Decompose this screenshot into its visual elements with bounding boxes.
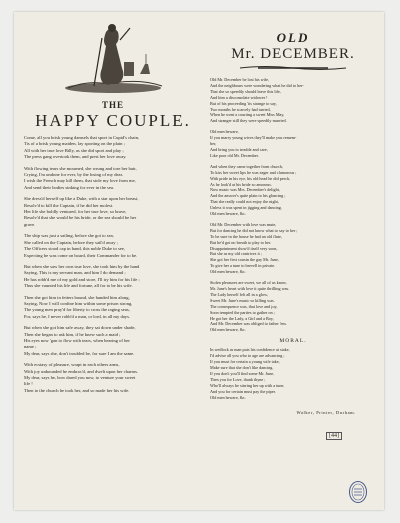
verse-line: His eyes now 'gan to flow with tears, when bearing of her — [24, 337, 130, 343]
moral-line: If you must for certain a young wife take, — [210, 359, 280, 365]
verse — [24, 196, 202, 228]
verse-line: And him a disconsolate widower ! — [210, 94, 268, 100]
moral-line: Who'll always be stirring her up with a tune, — [210, 382, 285, 388]
verse-line: For, says he, I never robb'd a man, or lord, in all my days. — [24, 313, 131, 319]
moral-verse — [210, 347, 376, 400]
verse — [210, 164, 376, 217]
verse-line: And Mr. December was obliged to father 'em. — [210, 321, 287, 327]
verse-line: Unless it was spent in jigging and dancing. — [210, 205, 282, 211]
moral-line: Make sure that she don't like dancing. — [210, 364, 274, 370]
verse-line: Then to the church he took her, and so made her his wife. — [24, 387, 130, 393]
verse-line: life ! — [24, 381, 33, 387]
verse-line: grave. — [24, 221, 36, 227]
moral-line: If you don't you'll find some Mr. June, — [210, 370, 275, 376]
verse-line: With pride in his eye, his old head he did perch, — [210, 175, 291, 181]
sheet-number: [44] — [326, 432, 342, 440]
song-title: HAPPY COUPLE. — [35, 111, 191, 130]
verse-line: All with her true love Billy, as she did sport and play ; — [24, 147, 124, 153]
verse-line: Two months he scarcely had tarried, — [210, 106, 271, 112]
verse-line: That she so speedily should leave this life, — [210, 88, 281, 94]
verse-line: Tis of a brisk young maiden, lay sporting on the plain ; — [24, 141, 125, 147]
verse-line: Now music was Mrs. December's delight, — [210, 187, 280, 193]
verse — [210, 129, 376, 159]
verse-line: Like poor old Mr. December. — [210, 152, 259, 158]
verse-line: The Officers stood cap in hand, this noble Duke to see, — [24, 246, 125, 252]
library-stamp-icon — [348, 480, 368, 504]
song-title: Mr. DECEMBER. — [231, 46, 355, 62]
broadside-sheet — [14, 12, 384, 510]
verse-line: Resolv'd that she would be his bride, or the sea should be her — [24, 215, 137, 221]
verse — [24, 362, 202, 394]
verse — [210, 222, 376, 275]
verse-line: Saying, This is my servant man, and him I do demand ; — [24, 270, 126, 276]
woodcut-figure-illustration — [58, 18, 168, 96]
moral-line: Old men beware, &c. — [210, 394, 246, 400]
verse — [24, 325, 202, 357]
verse-line: Her life she boldly ventured, for her true love, so brave, — [24, 209, 127, 215]
moral-heading: MORAL. — [279, 338, 307, 345]
verse-line: Disappointment show'd itself very soon, — [210, 245, 278, 251]
verse-line: If you marry young wives they'll make you remem- — [210, 135, 297, 141]
verse-line: And send their bodies sinking for ever in the sea. — [24, 184, 115, 190]
verse-line: Old men beware, &c. — [210, 269, 246, 275]
moral-line: In wedlock as man puts his confidence at stake, — [210, 347, 290, 353]
verse-line: She got her first cousin the gay Mr. June, — [210, 257, 279, 263]
verse-line: And stranger still they were speedily married. — [210, 118, 287, 124]
verse-line: Old men beware, &c. — [210, 327, 246, 333]
verse-line: Come, all you brisk young damsels that sport in Cupid's chain, — [24, 135, 140, 140]
verse — [24, 295, 202, 321]
moral-line: And you for certain must pay the piper. — [210, 388, 276, 394]
verse-line: But when she got him safe away, they sat down under shade, — [24, 325, 136, 331]
verse-line: The press gang overtook them, and prest her love away. — [24, 154, 127, 160]
verse-line: Thus she vaunted his life and fortune, all for to be his wife. — [24, 283, 133, 289]
verse — [24, 135, 202, 161]
verse-line: My dear, says she, don't troubled be, for sure I am the same. — [24, 350, 135, 356]
verse-line: With joy unbounded he embrac'd, and dwelt upon her charms. — [24, 368, 139, 374]
verse-line: Then she got him in fetters bound, she handed him along, — [24, 294, 130, 300]
verse-line: That she really could not enjoy the night, — [210, 199, 279, 205]
printer-imprint: Walker, Printer, Durham. — [296, 410, 356, 416]
verse-line: Then she began to ask him, if he knew such a maid ; — [24, 331, 121, 337]
right-column — [210, 30, 376, 415]
verse-line: But of his proceeding 'tis strange to say, — [210, 100, 277, 106]
verse-line: With ecstasy of pleasure, wrapt in each others arms, — [24, 362, 120, 368]
verse-line: Stolen pleasures are sweet, we all of us know, — [210, 280, 287, 286]
verse — [24, 233, 202, 259]
verse-line: And the neighbours were wondering what he did to her- — [210, 82, 304, 88]
verse-line: And bring you to trouble and care, — [210, 146, 268, 152]
verse-line: I wish the French may kill them, that stole my love from me, — [24, 178, 136, 184]
verse — [210, 77, 376, 124]
verse-line: Old Mr. December with love was mute, — [210, 221, 277, 227]
left-column — [24, 18, 202, 399]
verse-line: He got her the Lady, a Girl and a Boy, — [210, 315, 274, 321]
song-title-prefix: OLD — [276, 30, 310, 45]
verse-line: He has robb'd me of my gold and store, I'll try him for his life ; — [24, 276, 140, 282]
verse-line: The ship was just a sailing, before she got to sea, — [24, 233, 114, 239]
verse-line: ber, — [210, 141, 217, 147]
verse-line: Old Mr. December he lost his wife, — [210, 77, 270, 82]
verse-line: Crying, I'm undone for ever, by the losing of my dear. — [24, 172, 124, 178]
verse — [210, 280, 376, 333]
verse-line: Old men beware, — [210, 129, 239, 135]
verse-line: But when she saw her own true love, she took him by the hand — [24, 263, 140, 269]
verse-line: My dear, says he, how dared you now, to venture your sweet — [24, 375, 136, 380]
left-verses — [24, 135, 202, 394]
verse-line: She dress'd herself up like a Duke, with a star upon her breast, — [24, 196, 139, 202]
verse — [24, 264, 202, 290]
verse-line: Resolv'd to kill the Captain, if he did her molest. — [24, 202, 114, 208]
verse — [24, 166, 202, 192]
verse-line: Soon tempted the parties to gather on ; — [210, 309, 275, 315]
verse-line: Saying, Now I will confine him within some prison strong, — [24, 300, 133, 306]
verse-line: The young men pray'd for liberty to cross the raging seas, — [24, 307, 130, 313]
verse-line: When he went a courting a sweet Miss May, — [210, 112, 285, 118]
verse-line: The consequence was, that love and joy, — [210, 303, 278, 309]
verse-line: But he'd got no breath to play to her. — [210, 239, 272, 245]
verse-line: Mr. June's heart with love it quite thrilling was. — [210, 286, 290, 291]
song-title-prefix: THE — [101, 100, 124, 110]
verse-line: But for dancing he did not know what to say to her ; — [210, 227, 298, 233]
decorative-divider — [238, 65, 348, 71]
verse-line: As he look'd at his bride so amorous. — [210, 181, 272, 187]
verse-line: Expecting he was come on board, their Commander for to be. — [24, 252, 138, 258]
verse-line: And the answer's quite plain to his glancing ; — [210, 193, 286, 199]
verse-line: Old men beware, &c. — [210, 211, 246, 217]
moral-line: I'd advise all you who to age are advancing ; — [210, 353, 285, 359]
right-verses — [210, 77, 376, 333]
verse-line: But she as my old contrives it ; — [210, 251, 262, 257]
verse-line: To give her a tune to brevell in private. — [210, 263, 276, 269]
verse-line: name ; — [24, 344, 37, 350]
verse-line: She called on the Captain, before they sail'd away ; — [24, 239, 118, 245]
verse-line: With flowing tears she mourned, she wrung and tore her hair, — [24, 165, 137, 171]
verse-line: To be sure in the house he had an old flute, — [210, 233, 282, 239]
verse-line: And when they came together from church, — [210, 163, 283, 169]
verse-line: The Lady herself felt all in a glow, — [210, 291, 268, 297]
verse-line: To kiss her sweet lips he was eager and clamorous ; — [210, 169, 297, 175]
verse-line: Sweet Mr. June's music so killing was. — [210, 297, 275, 303]
moral-line: Then you for Love, thank thyne ; — [210, 376, 266, 382]
